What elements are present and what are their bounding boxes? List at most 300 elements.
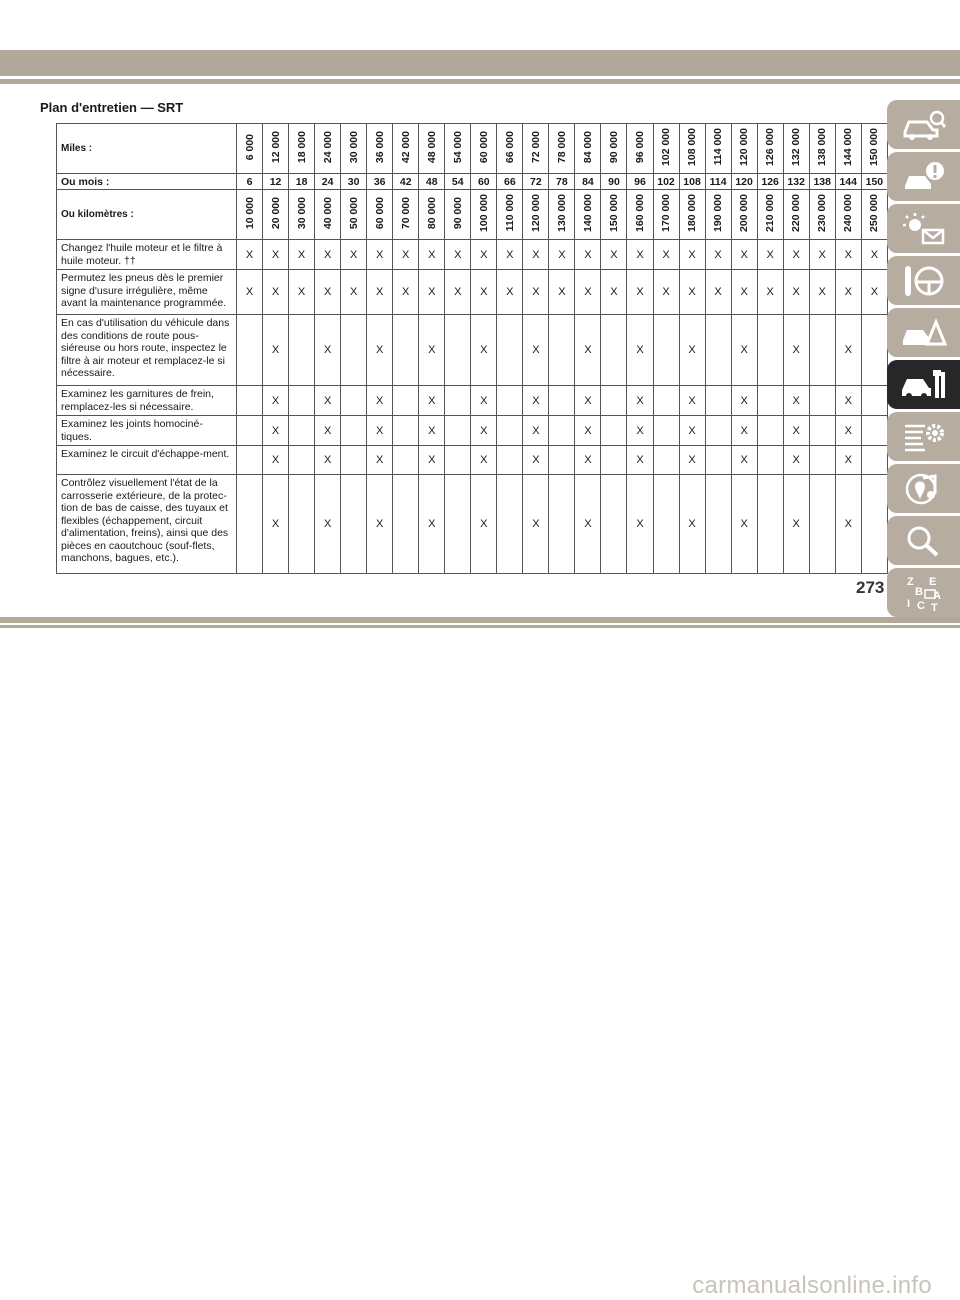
interval-mark: X — [575, 240, 601, 270]
miles-cell — [315, 124, 341, 174]
interval-mark: X — [419, 240, 445, 270]
km-value: 180 000 — [686, 194, 699, 232]
interval-mark — [341, 475, 367, 574]
miles-cell — [835, 124, 861, 174]
interval-mark: X — [627, 240, 653, 270]
months-cell: 24 — [315, 174, 341, 190]
interval-mark — [497, 446, 523, 475]
interval-mark: X — [575, 475, 601, 574]
interval-mark — [549, 386, 575, 416]
interval-mark — [289, 386, 315, 416]
table-row — [57, 475, 888, 574]
interval-mark — [497, 416, 523, 446]
miles-value: 12 000 — [269, 130, 282, 164]
interval-mark: X — [627, 416, 653, 446]
miles-value: 78 000 — [555, 130, 568, 164]
interval-mark: X — [757, 270, 783, 315]
interval-mark — [861, 475, 887, 574]
task-rows — [57, 240, 888, 574]
months-cell: 6 — [237, 174, 263, 190]
interval-mark: X — [653, 270, 679, 315]
km-cell — [705, 190, 731, 240]
task-label: Examinez les garnitures de frein, remplacez-les si nécessaire. — [57, 386, 237, 416]
km-value: 50 000 — [347, 196, 360, 230]
interval-mark: X — [783, 446, 809, 475]
svg-text:E: E — [928, 575, 936, 588]
interval-mark: X — [549, 270, 575, 315]
interval-mark: X — [731, 475, 757, 574]
table-row — [57, 270, 888, 315]
interval-mark: X — [523, 416, 549, 446]
miles-cell — [705, 124, 731, 174]
hazard-car-icon — [901, 316, 947, 350]
car-maintenance-icon — [900, 368, 948, 402]
miles-cell — [471, 124, 497, 174]
specs-gear-icon — [901, 420, 947, 454]
tab-multimedia[interactable] — [887, 464, 960, 513]
km-value: 90 000 — [451, 196, 464, 230]
interval-mark — [861, 446, 887, 475]
miles-cell — [679, 124, 705, 174]
miles-value: 24 000 — [321, 130, 334, 164]
interval-mark: X — [731, 416, 757, 446]
miles-value: 42 000 — [399, 130, 412, 164]
months-cell: 150 — [861, 174, 887, 190]
interval-mark: X — [471, 416, 497, 446]
interval-mark — [861, 416, 887, 446]
interval-mark: X — [263, 270, 289, 315]
interval-mark: X — [601, 240, 627, 270]
miles-cell — [523, 124, 549, 174]
interval-mark: X — [575, 386, 601, 416]
interval-mark: X — [523, 386, 549, 416]
interval-mark: X — [263, 416, 289, 446]
miles-value: 120 000 — [738, 128, 751, 166]
interval-mark — [705, 446, 731, 475]
km-cell — [861, 190, 887, 240]
miles-cell — [237, 124, 263, 174]
interval-mark: X — [315, 315, 341, 386]
interval-mark: X — [523, 315, 549, 386]
interval-mark — [393, 475, 419, 574]
miles-value: 114 000 — [712, 128, 725, 166]
interval-mark: X — [471, 270, 497, 315]
months-cell: 18 — [289, 174, 315, 190]
interval-mark: X — [471, 446, 497, 475]
km-cell — [315, 190, 341, 240]
months-cell: 138 — [809, 174, 835, 190]
interval-mark — [341, 386, 367, 416]
km-value: 100 000 — [477, 194, 490, 232]
km-cell — [731, 190, 757, 240]
interval-mark — [445, 446, 471, 475]
km-value: 20 000 — [269, 196, 282, 230]
km-value: 70 000 — [399, 196, 412, 230]
interval-mark: X — [549, 240, 575, 270]
car-info-icon — [901, 108, 947, 142]
interval-mark: X — [393, 270, 419, 315]
footer — [0, 628, 960, 1299]
interval-mark: X — [445, 240, 471, 270]
interval-mark — [705, 386, 731, 416]
km-value: 110 000 — [503, 194, 516, 232]
watermark: carmanualsonline.info — [692, 1272, 932, 1299]
km-value: 230 000 — [816, 194, 829, 232]
months-cell: 102 — [653, 174, 679, 190]
interval-mark — [445, 416, 471, 446]
interval-mark — [601, 416, 627, 446]
interval-mark: X — [705, 240, 731, 270]
miles-value: 90 000 — [607, 130, 620, 164]
km-cell — [367, 190, 393, 240]
tab-airbag-steering[interactable] — [887, 256, 960, 305]
km-value: 250 000 — [868, 194, 881, 232]
interval-mark: X — [497, 270, 523, 315]
warning-light-icon — [901, 160, 947, 194]
interval-mark: X — [679, 270, 705, 315]
interval-mark: X — [497, 240, 523, 270]
airbag-steering-icon — [901, 264, 947, 298]
miles-value: 138 000 — [816, 128, 829, 166]
top-margin — [0, 0, 960, 50]
interval-mark — [705, 416, 731, 446]
interval-mark — [549, 446, 575, 475]
months-cell: 144 — [835, 174, 861, 190]
interval-mark: X — [315, 240, 341, 270]
miles-cell — [783, 124, 809, 174]
interval-mark: X — [237, 240, 263, 270]
miles-value: 48 000 — [425, 130, 438, 164]
km-value: 10 000 — [243, 196, 256, 230]
miles-cell — [549, 124, 575, 174]
interval-mark — [549, 475, 575, 574]
interval-mark: X — [783, 270, 809, 315]
miles-value: 60 000 — [477, 130, 490, 164]
interval-mark: X — [601, 270, 627, 315]
km-value: 220 000 — [790, 194, 803, 232]
interval-mark: X — [627, 475, 653, 574]
months-cell: 90 — [601, 174, 627, 190]
task-label: Contrôlez visuellement l'état de la carrosserie extérieure, de la protec-tion de bas de caisse, des tuyaux et flexibles (échappement, circuit d'alimentation, freins), ainsi que des pièces en caoutchouc (souf-flets, manchons, bagues, etc.). — [57, 475, 237, 574]
interval-mark: X — [367, 386, 393, 416]
miles-cell — [653, 124, 679, 174]
interval-mark — [393, 416, 419, 446]
interval-mark: X — [679, 475, 705, 574]
miles-value: 96 000 — [633, 130, 646, 164]
interval-mark: X — [627, 270, 653, 315]
miles-value: 72 000 — [529, 130, 542, 164]
km-cell — [549, 190, 575, 240]
interval-mark: X — [783, 475, 809, 574]
km-cell — [393, 190, 419, 240]
km-cell — [471, 190, 497, 240]
interval-mark: X — [367, 416, 393, 446]
interval-mark: X — [731, 270, 757, 315]
interval-mark — [237, 416, 263, 446]
interval-mark — [809, 315, 835, 386]
interval-mark — [601, 475, 627, 574]
miles-value: 30 000 — [347, 130, 360, 164]
miles-cell — [731, 124, 757, 174]
task-label: Changez l'huile moteur et le filtre à huile moteur. †† — [57, 240, 237, 270]
interval-mark: X — [367, 270, 393, 315]
km-value: 30 000 — [295, 196, 308, 230]
interval-mark — [497, 315, 523, 386]
tab-warning-lights[interactable] — [887, 152, 960, 201]
tab-emergency[interactable] — [887, 308, 960, 357]
interval-mark: X — [471, 475, 497, 574]
km-value: 140 000 — [581, 194, 594, 232]
interval-mark: X — [263, 475, 289, 574]
interval-mark — [653, 386, 679, 416]
interval-mark: X — [367, 446, 393, 475]
miles-cell — [809, 124, 835, 174]
interval-mark — [445, 475, 471, 574]
interval-mark: X — [679, 416, 705, 446]
interval-mark: X — [315, 416, 341, 446]
interval-mark: X — [419, 270, 445, 315]
interval-mark: X — [523, 446, 549, 475]
interval-mark — [809, 475, 835, 574]
interval-mark: X — [315, 270, 341, 315]
km-value: 130 000 — [555, 194, 568, 232]
interval-mark — [809, 386, 835, 416]
miles-cell — [445, 124, 471, 174]
miles-label: Miles : — [57, 124, 237, 174]
interval-mark: X — [627, 315, 653, 386]
months-label: Ou mois : — [57, 174, 237, 190]
interval-mark — [237, 315, 263, 386]
interval-mark: X — [835, 446, 861, 475]
interval-mark: X — [523, 475, 549, 574]
interval-mark — [861, 386, 887, 416]
km-value: 60 000 — [373, 196, 386, 230]
miles-value: 84 000 — [581, 130, 594, 164]
interval-mark — [237, 475, 263, 574]
months-cell: 114 — [705, 174, 731, 190]
interval-mark — [341, 446, 367, 475]
km-cell — [809, 190, 835, 240]
tab-dashboard-lights[interactable] — [887, 204, 960, 253]
interval-mark: X — [315, 475, 341, 574]
interval-mark: X — [705, 270, 731, 315]
footer-band — [0, 617, 960, 623]
interval-mark — [757, 386, 783, 416]
interval-mark — [393, 446, 419, 475]
interval-mark: X — [419, 416, 445, 446]
km-value: 80 000 — [425, 196, 438, 230]
months-cell: 120 — [731, 174, 757, 190]
km-value: 190 000 — [712, 194, 725, 232]
months-cell: 96 — [627, 174, 653, 190]
interval-mark: X — [237, 270, 263, 315]
km-value: 150 000 — [607, 194, 620, 232]
km-cell — [653, 190, 679, 240]
interval-mark: X — [575, 446, 601, 475]
svg-text:C: C — [916, 599, 925, 612]
miles-value: 132 000 — [790, 128, 803, 166]
interval-mark — [757, 315, 783, 386]
interval-mark — [601, 386, 627, 416]
km-cell — [237, 190, 263, 240]
interval-mark: X — [289, 270, 315, 315]
months-cell: 132 — [783, 174, 809, 190]
interval-mark: X — [367, 475, 393, 574]
interval-mark: X — [315, 386, 341, 416]
interval-mark: X — [471, 240, 497, 270]
months-cell: 108 — [679, 174, 705, 190]
interval-mark: X — [731, 446, 757, 475]
interval-mark: X — [679, 446, 705, 475]
km-value: 200 000 — [738, 194, 751, 232]
interval-mark — [549, 315, 575, 386]
miles-cell — [497, 124, 523, 174]
search-icon — [901, 524, 947, 558]
interval-mark — [809, 416, 835, 446]
km-value: 240 000 — [842, 194, 855, 232]
km-value: 170 000 — [660, 194, 673, 232]
months-cell: 66 — [497, 174, 523, 190]
interval-mark — [757, 475, 783, 574]
interval-mark: X — [679, 240, 705, 270]
interval-mark — [497, 475, 523, 574]
miles-cell — [601, 124, 627, 174]
interval-mark — [861, 315, 887, 386]
interval-mark — [757, 446, 783, 475]
interval-mark: X — [861, 270, 887, 315]
km-label: Ou kilomètres : — [57, 190, 237, 240]
interval-mark — [341, 416, 367, 446]
interval-mark — [445, 386, 471, 416]
table-row — [57, 416, 888, 446]
interval-mark: X — [809, 270, 835, 315]
interval-mark: X — [367, 240, 393, 270]
interval-mark: X — [263, 315, 289, 386]
miles-cell — [861, 124, 887, 174]
interval-mark: X — [523, 270, 549, 315]
interval-mark — [497, 386, 523, 416]
media-navigation-icon — [901, 472, 947, 506]
km-cell — [341, 190, 367, 240]
interval-mark: X — [523, 240, 549, 270]
tab-maintenance[interactable] — [887, 360, 960, 409]
table-row — [57, 386, 888, 416]
km-cell — [601, 190, 627, 240]
interval-mark: X — [445, 270, 471, 315]
interval-mark: X — [783, 315, 809, 386]
task-label: Examinez les joints homociné-tiques. — [57, 416, 237, 446]
miles-cell — [627, 124, 653, 174]
interval-mark — [393, 315, 419, 386]
km-cell — [783, 190, 809, 240]
miles-value: 144 000 — [842, 128, 855, 166]
interval-mark: X — [367, 315, 393, 386]
months-cell: 72 — [523, 174, 549, 190]
interval-mark: X — [679, 386, 705, 416]
km-cell — [627, 190, 653, 240]
months-cell: 126 — [757, 174, 783, 190]
interval-mark — [705, 315, 731, 386]
interval-mark: X — [341, 270, 367, 315]
km-cell — [523, 190, 549, 240]
months-cell: 42 — [393, 174, 419, 190]
tab-search[interactable] — [887, 516, 960, 565]
miles-value: 18 000 — [295, 130, 308, 164]
interval-mark: X — [835, 416, 861, 446]
task-label: Examinez le circuit d'échappe-ment. — [57, 446, 237, 475]
months-row — [57, 174, 888, 190]
interval-mark: X — [419, 475, 445, 574]
index-az-icon — [901, 573, 947, 613]
tab-car-info[interactable] — [887, 100, 960, 149]
months-cell: 36 — [367, 174, 393, 190]
months-cell: 48 — [419, 174, 445, 190]
km-value: 40 000 — [321, 196, 334, 230]
km-cell — [419, 190, 445, 240]
miles-cell — [575, 124, 601, 174]
interval-mark: X — [471, 315, 497, 386]
interval-mark: X — [809, 240, 835, 270]
miles-cell — [341, 124, 367, 174]
interval-mark: X — [731, 240, 757, 270]
interval-mark: X — [783, 386, 809, 416]
tab-specifications[interactable] — [887, 412, 960, 461]
header-band — [0, 50, 960, 76]
interval-mark — [289, 315, 315, 386]
svg-text:Z: Z — [906, 575, 914, 588]
interval-mark — [549, 416, 575, 446]
interval-mark — [445, 315, 471, 386]
task-label: Permutez les pneus dès le premier signe d'usure irrégulière, même avant la maintenance programmée. — [57, 270, 237, 315]
interval-mark — [341, 315, 367, 386]
interval-mark — [601, 315, 627, 386]
header-band-thin — [0, 79, 960, 84]
months-cell: 60 — [471, 174, 497, 190]
interval-mark: X — [263, 240, 289, 270]
interval-mark: X — [263, 386, 289, 416]
miles-cell — [367, 124, 393, 174]
interval-mark — [653, 446, 679, 475]
interval-mark: X — [575, 270, 601, 315]
interval-mark: X — [861, 240, 887, 270]
km-value: 210 000 — [764, 194, 777, 232]
miles-cell — [757, 124, 783, 174]
interval-mark: X — [731, 386, 757, 416]
months-cell: 84 — [575, 174, 601, 190]
interval-mark: X — [835, 270, 861, 315]
interval-mark — [237, 446, 263, 475]
interval-mark: X — [393, 240, 419, 270]
interval-mark — [393, 386, 419, 416]
dashboard-lights-icon — [901, 212, 947, 246]
tab-index[interactable] — [887, 568, 960, 617]
interval-mark: X — [419, 446, 445, 475]
km-value: 120 000 — [529, 194, 542, 232]
table-row — [57, 240, 888, 270]
interval-mark — [601, 446, 627, 475]
interval-mark: X — [575, 315, 601, 386]
page-number: 273 — [856, 578, 885, 597]
interval-mark: X — [627, 386, 653, 416]
km-cell — [497, 190, 523, 240]
km-cell — [445, 190, 471, 240]
km-cell — [263, 190, 289, 240]
interval-mark — [809, 446, 835, 475]
miles-value: 126 000 — [764, 128, 777, 166]
svg-text:A: A — [932, 589, 941, 602]
table-row — [57, 446, 888, 475]
interval-mark: X — [757, 240, 783, 270]
